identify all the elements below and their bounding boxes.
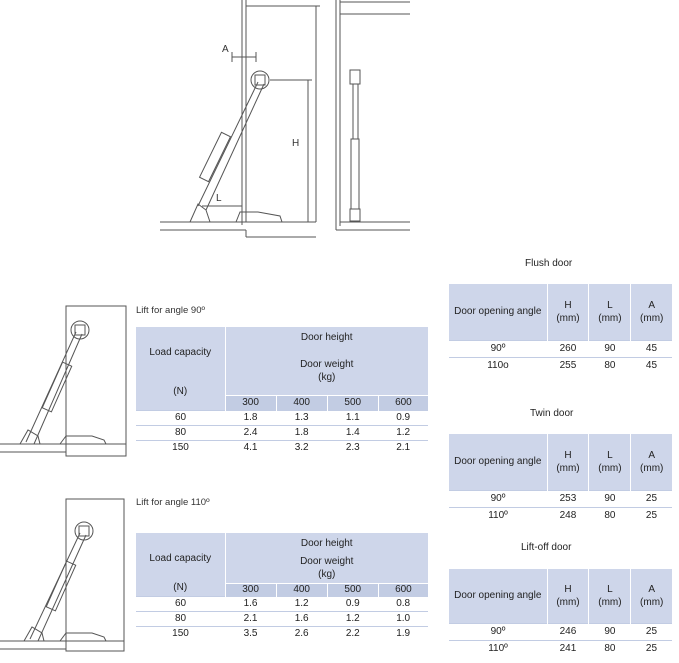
lift110-height-col: 400 xyxy=(276,583,327,596)
h-cell: 246 xyxy=(547,623,589,640)
lift90-door-weight-label: Door weight xyxy=(300,359,354,371)
h-cell: 253 xyxy=(547,490,589,507)
unit-label: (mm) xyxy=(556,596,580,608)
table-row xyxy=(449,623,672,640)
a-cell: 45 xyxy=(631,340,672,357)
weight-cell: 1.3 xyxy=(276,410,327,425)
l-label: L xyxy=(607,299,613,311)
weight-cell: 2.2 xyxy=(327,626,378,641)
lift110-door-weight-label: Door weight xyxy=(300,555,354,567)
liftoff-door-table xyxy=(449,569,672,657)
liftoff-door-l-header xyxy=(589,569,631,623)
a-label: A xyxy=(648,583,656,595)
load-cell: 80 xyxy=(136,611,225,626)
weight-cell: 1.8 xyxy=(225,410,276,425)
table-row xyxy=(136,410,428,425)
a-cell: 25 xyxy=(631,623,672,640)
l-cell: 80 xyxy=(589,640,631,657)
a-cell: 25 xyxy=(631,490,672,507)
lift90-load-header xyxy=(136,327,225,410)
liftoff-door-title: Lift-off door xyxy=(521,542,572,553)
l-cell: 80 xyxy=(589,507,631,524)
weight-cell: 1.6 xyxy=(276,611,327,626)
weight-cell: 2.1 xyxy=(378,440,428,455)
lift110-height-col: 500 xyxy=(327,583,378,596)
flush-door-l-header xyxy=(589,284,631,340)
table-row xyxy=(136,440,428,455)
angle-cell: 90º xyxy=(449,490,547,507)
twin-door-l-header xyxy=(589,434,631,490)
unit-label: (mm) xyxy=(640,596,664,608)
weight-cell: 1.6 xyxy=(225,596,276,611)
weight-cell: 1.8 xyxy=(276,425,327,440)
table-row xyxy=(449,507,672,524)
weight-cell: 3.2 xyxy=(276,440,327,455)
flush-door-angle-header: Door opening angle xyxy=(449,284,547,340)
weight-cell: 1.4 xyxy=(327,425,378,440)
table-row xyxy=(449,640,672,657)
unit-label: (mm) xyxy=(598,596,622,608)
unit-label: (mm) xyxy=(556,312,580,324)
twin-door-angle-header: Door opening angle xyxy=(449,434,547,490)
unit-label: (mm) xyxy=(640,462,664,474)
l-cell: 90 xyxy=(589,623,631,640)
table-row xyxy=(136,596,428,611)
a-label: A xyxy=(648,449,656,461)
weight-cell: 1.1 xyxy=(327,410,378,425)
weight-cell: 4.1 xyxy=(225,440,276,455)
a-cell: 45 xyxy=(631,357,672,374)
dimension-l-label: L xyxy=(216,193,222,204)
unit-label: (mm) xyxy=(598,312,622,324)
table-row xyxy=(136,425,428,440)
dimension-h-label: H xyxy=(292,138,300,149)
angle-cell: 110º xyxy=(449,507,547,524)
l-label: L xyxy=(607,583,613,595)
unit-label: (mm) xyxy=(598,462,622,474)
weight-cell: 1.2 xyxy=(378,425,428,440)
lift110-height-col: 600 xyxy=(378,583,428,596)
angle-cell: 110º xyxy=(449,640,547,657)
lift90-height-col: 600 xyxy=(378,396,428,410)
weight-cell: 0.9 xyxy=(327,596,378,611)
weight-cell: 2.6 xyxy=(276,626,327,641)
h-cell: 255 xyxy=(547,357,589,374)
load-cell: 60 xyxy=(136,410,225,425)
h-label: H xyxy=(564,299,572,311)
weight-cell: 0.8 xyxy=(378,596,428,611)
twin-door-table xyxy=(449,434,672,524)
lift90-door-weight-header xyxy=(225,347,428,396)
weight-cell: 2.1 xyxy=(225,611,276,626)
lift90-door-height-header: Door height xyxy=(225,327,428,347)
load-cell: 150 xyxy=(136,440,225,455)
twin-door-title: Twin door xyxy=(530,408,574,419)
twin-door-a-header xyxy=(631,434,672,490)
liftoff-door-h-header xyxy=(547,569,589,623)
angle-cell: 110o xyxy=(449,357,547,374)
weight-cell: 1.0 xyxy=(378,611,428,626)
lift110-load-header xyxy=(136,533,225,596)
weight-cell: 2.3 xyxy=(327,440,378,455)
lift110-door-weight-unit: (kg) xyxy=(318,568,336,580)
h-cell: 241 xyxy=(547,640,589,657)
lift90-height-col: 500 xyxy=(327,396,378,410)
weight-cell: 1.2 xyxy=(276,596,327,611)
a-cell: 25 xyxy=(631,507,672,524)
weight-cell: 0.9 xyxy=(378,410,428,425)
dimension-a-label: A xyxy=(222,44,229,55)
h-label: H xyxy=(564,449,572,461)
lift110-door-height-header: Door height xyxy=(225,533,428,553)
load-cell: 60 xyxy=(136,596,225,611)
lift110-unit-label: (N) xyxy=(173,582,188,593)
lift90-height-col: 300 xyxy=(225,396,276,410)
h-label: H xyxy=(564,583,572,595)
angle-cell: 90º xyxy=(449,340,547,357)
lift90-load-label: Load capacity xyxy=(149,347,212,358)
liftoff-door-angle-header: Door opening angle xyxy=(449,569,547,623)
a-label: A xyxy=(648,299,656,311)
flush-door-table xyxy=(449,284,672,374)
table-row xyxy=(136,626,428,641)
flush-door-h-header xyxy=(547,284,589,340)
lift110-caption: Lift for angle 110º xyxy=(136,497,210,508)
weight-cell: 3.5 xyxy=(225,626,276,641)
lift90-unit-label: (N) xyxy=(173,386,188,397)
a-cell: 25 xyxy=(631,640,672,657)
weight-cell: 2.4 xyxy=(225,425,276,440)
lift90-caption: Lift for angle 90º xyxy=(136,305,205,316)
l-label: L xyxy=(607,449,613,461)
lift110-height-col: 300 xyxy=(225,583,276,596)
flush-door-title: Flush door xyxy=(525,258,573,269)
l-cell: 90 xyxy=(589,340,631,357)
lift110-door-weight-header xyxy=(225,553,428,583)
weight-cell: 1.9 xyxy=(378,626,428,641)
h-cell: 248 xyxy=(547,507,589,524)
lift90-drawing xyxy=(0,302,135,460)
lift110-load-label: Load capacity xyxy=(149,553,212,564)
lift110-table xyxy=(136,533,428,641)
lift110-drawing xyxy=(0,495,135,655)
weight-cell: 1.2 xyxy=(327,611,378,626)
lift90-table xyxy=(136,327,428,455)
table-row xyxy=(449,490,672,507)
flush-door-a-header xyxy=(631,284,672,340)
table-row xyxy=(449,357,672,374)
angle-cell: 90º xyxy=(449,623,547,640)
l-cell: 80 xyxy=(589,357,631,374)
unit-label: (mm) xyxy=(556,462,580,474)
load-cell: 150 xyxy=(136,626,225,641)
twin-door-h-header xyxy=(547,434,589,490)
h-cell: 260 xyxy=(547,340,589,357)
table-row xyxy=(136,611,428,626)
l-cell: 90 xyxy=(589,490,631,507)
liftoff-door-a-header xyxy=(631,569,672,623)
top-technical-drawing xyxy=(150,0,420,240)
unit-label: (mm) xyxy=(640,312,664,324)
load-cell: 80 xyxy=(136,425,225,440)
lift90-door-weight-unit: (kg) xyxy=(318,372,336,384)
lift90-height-col: 400 xyxy=(276,396,327,410)
table-row xyxy=(449,340,672,357)
